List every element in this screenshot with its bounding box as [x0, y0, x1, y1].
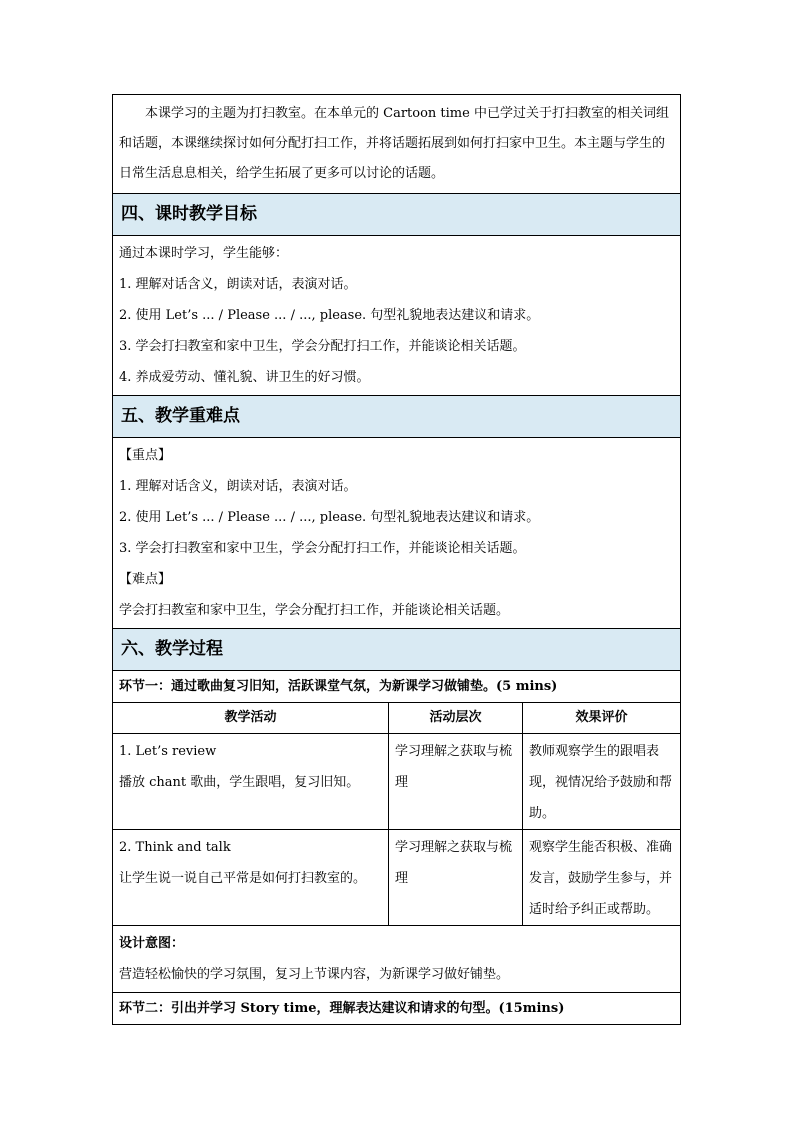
section6-header-row	[113, 629, 681, 671]
section4-body-row	[113, 236, 681, 396]
step2-heading: 环节二：引出并学习 Story time，理解表达建议和请求的句型。(15mins)	[113, 993, 681, 1025]
evaluation-cell	[523, 734, 681, 830]
key-points-label: 【重点】	[119, 448, 172, 463]
level-cell	[389, 830, 523, 926]
column-header-level: 活动层次	[389, 703, 523, 734]
column-header-evaluation: 效果评价	[523, 703, 681, 734]
lesson-plan-table	[112, 94, 681, 1025]
activity-desc: 播放 chant 歌曲，学生跟唱，复习旧知。	[119, 775, 360, 790]
difficult-point-text: 学会打扫教室和家中卫生，学会分配打扫工作，并能谈论相关话题。	[119, 603, 510, 618]
table-row	[113, 830, 681, 926]
section5-header-row	[113, 396, 681, 438]
design-intent-cell	[113, 926, 681, 993]
key-point-item: 3. 学会打扫教室和家中卫生，学会分配打扫工作，并能谈论相关话题。	[119, 541, 526, 556]
design-intent-row	[113, 926, 681, 993]
section5-body	[113, 438, 681, 629]
design-intent-text: 营造轻松愉快的学习氛围，复习上节课内容，为新课学习做好铺垫。	[119, 967, 510, 982]
section4-title: 四、课时教学目标	[113, 194, 681, 236]
lesson-plan-page	[112, 94, 680, 1025]
section6-title: 六、教学过程	[113, 629, 681, 671]
activity-level: 学习理解之获取与梳理	[395, 840, 513, 886]
activity-title: 1. Let’s review	[119, 744, 217, 759]
key-point-item: 1. 理解对话含义，朗读对话，表演对话。	[119, 479, 357, 494]
objective-item: 3. 学会打扫教室和家中卫生，学会分配打扫工作，并能谈论相关话题。	[119, 339, 526, 354]
table-row	[113, 734, 681, 830]
step1-heading: 环节一：通过歌曲复习旧知，活跃课堂气氛，为新课学习做铺垫。(5 mins)	[113, 671, 681, 703]
activity-table-header	[113, 703, 681, 734]
section4-body	[113, 236, 681, 396]
key-point-item: 2. 使用 Let’s ... / Please ... / ..., please. 句型礼貌地表达建议和请求。	[119, 510, 540, 525]
level-cell	[389, 734, 523, 830]
objective-item: 4. 养成爱劳动、懂礼貌、讲卫生的好习惯。	[119, 370, 370, 385]
evaluation-cell	[523, 830, 681, 926]
intro-cell	[113, 95, 681, 194]
intro-paragraph: 本课学习的主题为打扫教室。在本单元的 Cartoon time 中已学过关于打扫教室的相关词组和话题，本课继续探讨如何分配打扫工作，并将话题拓展到如何打扫家中卫生。本主题与学生的日常生活息息相关，给学生拓展了更多可以讨论的话题。	[119, 106, 669, 181]
step1-row	[113, 671, 681, 703]
column-header-activity: 教学活动	[113, 703, 389, 734]
difficult-points-label: 【难点】	[119, 572, 172, 587]
objective-item: 2. 使用 Let’s ... / Please ... / ..., please. 句型礼貌地表达建议和请求。	[119, 308, 540, 323]
activity-title: 2. Think and talk	[119, 840, 231, 855]
section4-lead: 通过本课时学习，学生能够：	[119, 246, 289, 261]
section5-body-row	[113, 438, 681, 629]
section4-header-row	[113, 194, 681, 236]
design-intent-label: 设计意图：	[119, 936, 185, 951]
objective-item: 1. 理解对话含义，朗读对话，表演对话。	[119, 277, 357, 292]
activity-evaluation: 教师观察学生的跟唱表现，视情况给予鼓励和帮助。	[529, 744, 673, 821]
activity-cell	[113, 830, 389, 926]
step2-row	[113, 993, 681, 1025]
activity-cell	[113, 734, 389, 830]
section5-title: 五、教学重难点	[113, 396, 681, 438]
intro-row	[113, 95, 681, 194]
activity-desc: 让学生说一说自己平常是如何打扫教室的。	[119, 871, 367, 886]
activity-evaluation: 观察学生能否积极、准确发言，鼓励学生参与，并适时给予纠正或帮助。	[529, 840, 673, 917]
activity-level: 学习理解之获取与梳理	[395, 744, 513, 790]
